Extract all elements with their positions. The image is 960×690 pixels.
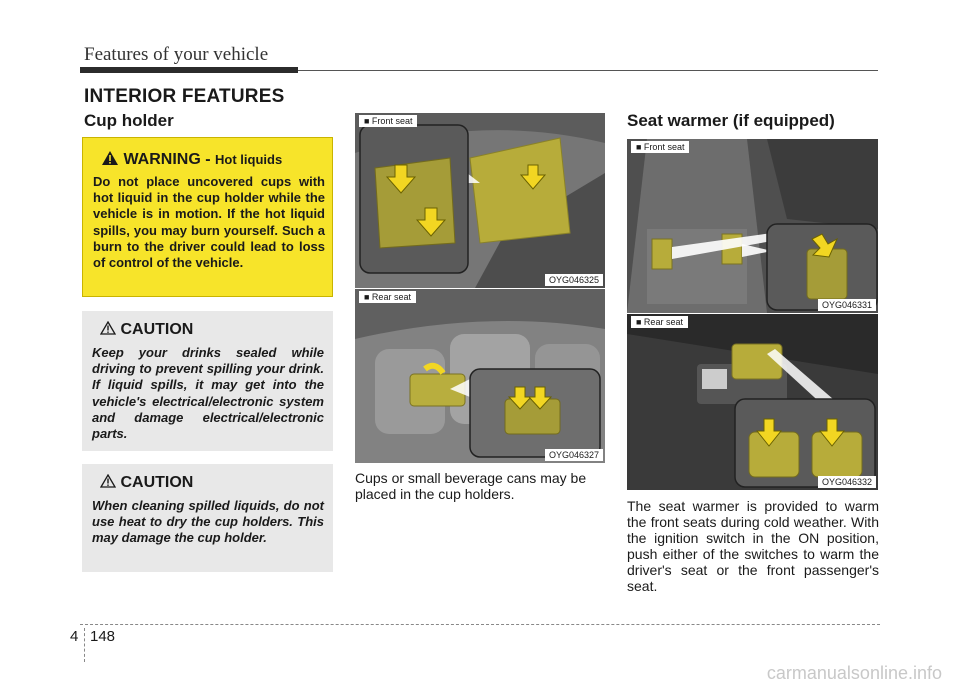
seat-warmer-front-figure [627, 139, 878, 313]
chapter-number: 4 [70, 628, 79, 645]
caution-box-2 [82, 464, 333, 572]
figure-label-seat-front: ■ Front seat [631, 141, 689, 153]
caution-title-text-2: CAUTION [120, 474, 194, 491]
cup-holder-rear-figure [355, 289, 605, 463]
warning-title-sub: Hot liquids [215, 152, 283, 167]
figure-label-front: ■ Front seat [359, 115, 417, 127]
seat-warmer-heading: Seat warmer (if equipped) [627, 111, 835, 130]
caution-title-1 [100, 321, 193, 339]
figure-code-rear: OYG046327 [545, 449, 603, 461]
caution-title-text-1: CAUTION [120, 321, 194, 338]
caution-text-2: When cleaning spilled liquids, do not use heat to dry the cup holders. This may damage the cup holder. [92, 498, 324, 546]
page-number: 148 [90, 628, 116, 645]
figure-code-front: OYG046325 [545, 274, 603, 286]
figure-code-seat-rear: OYG046332 [818, 476, 876, 488]
seat-warmer-rear-figure [627, 314, 878, 490]
watermark: carmanualsonline.info [766, 663, 942, 683]
footer-rule [80, 624, 880, 625]
footer-separator [84, 628, 85, 662]
cup-holder-front-figure [355, 113, 605, 288]
header-rule [298, 70, 878, 71]
caution-triangle-icon [100, 474, 116, 488]
running-header: Features of your vehicle [84, 44, 269, 65]
warning-triangle-icon [101, 150, 119, 166]
warning-box [82, 137, 333, 297]
caution-triangle-icon [100, 321, 116, 335]
warning-text: Do not place uncovered cups with hot liquid in the cup holder while the vehicle is in motion. If the hot liquid spills, you may burn yourself. Such a burn to the driver could lead to loss of control of the vehicle. [93, 174, 325, 271]
warning-title-main: WARNING - [123, 151, 211, 168]
caution-title-2 [100, 474, 193, 492]
cup-holder-description: Cups or small beverage cans may be placed in the cup holders. [355, 470, 587, 502]
caution-text-1: Keep your drinks sealed while driving to prevent spilling your drink. If liquid spills, it may get into the vehicle's electrical/electronic system and damage electrical/electronic parts. [92, 345, 324, 442]
cup-holder-rear-illustration [355, 289, 605, 463]
warning-title [101, 150, 282, 169]
figure-label-rear: ■ Rear seat [359, 291, 416, 303]
figure-label-seat-rear: ■ Rear seat [631, 316, 688, 328]
caution-box-1 [82, 311, 333, 451]
section-title: INTERIOR FEATURES [84, 86, 285, 107]
seat-warmer-rear-illustration [627, 314, 878, 490]
seat-warmer-description: The seat warmer is provided to warm the front seats during cold weather. With the ignition switch in the ON position, push either of the switches to warm the driver's seat or the front passenger's seat. [627, 498, 879, 594]
seat-warmer-front-illustration [627, 139, 878, 313]
cup-holder-front-illustration [355, 113, 605, 288]
figure-code-seat-front: OYG046331 [818, 299, 876, 311]
cup-holder-heading: Cup holder [84, 111, 174, 130]
header-bar [80, 67, 298, 73]
